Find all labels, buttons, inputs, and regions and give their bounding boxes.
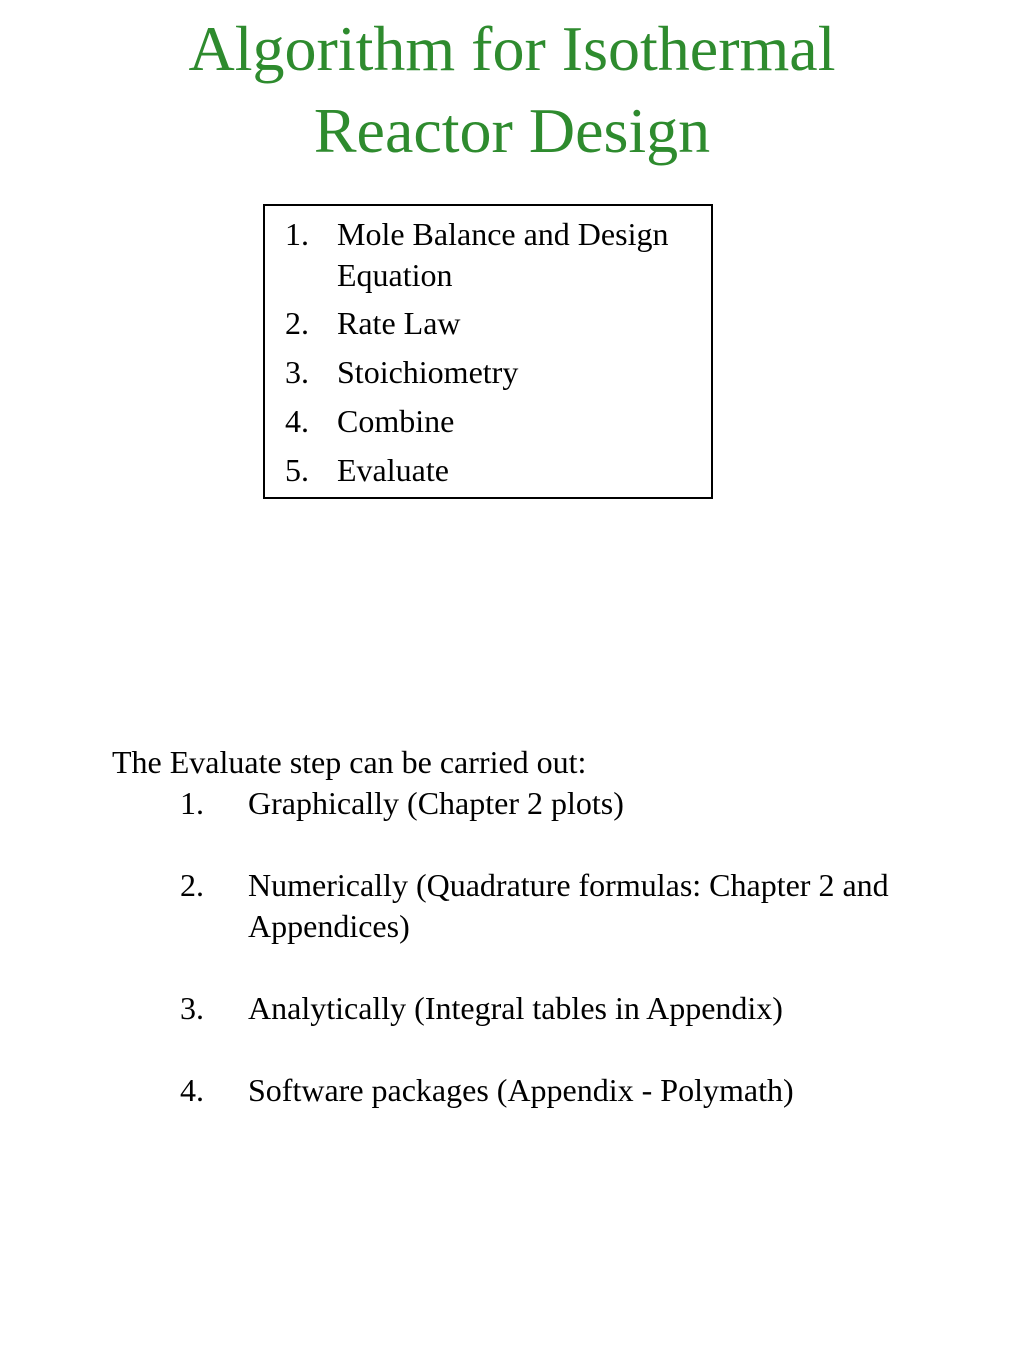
- step-number: 1.: [285, 216, 309, 252]
- slide-title-line-1: Algorithm for Isothermal: [188, 13, 836, 84]
- step-number: 2.: [285, 305, 309, 341]
- method-text: Numerically (Quadrature formulas: Chapter 2 and Appendices): [248, 867, 889, 944]
- step-number: 3.: [285, 354, 309, 390]
- method-number: 1.: [180, 785, 204, 821]
- algorithm-steps-box: [263, 204, 713, 499]
- evaluate-intro-text: The Evaluate step can be carried out:: [112, 744, 587, 780]
- method-number: 4.: [180, 1072, 204, 1108]
- step-text: Rate Law: [337, 305, 461, 341]
- step-text: Mole Balance and Design Equation: [337, 216, 669, 293]
- method-text: Graphically (Chapter 2 plots): [248, 785, 624, 821]
- step-text: Combine: [337, 403, 455, 439]
- step-number: 5.: [285, 452, 309, 488]
- slide-title: [0, 8, 1024, 172]
- method-number: 2.: [180, 867, 204, 903]
- step-number: 4.: [285, 403, 309, 439]
- step-text: Evaluate: [337, 452, 449, 488]
- method-number: 3.: [180, 990, 204, 1026]
- slide-title-line-2: Reactor Design: [313, 95, 711, 166]
- step-text: Stoichiometry: [337, 354, 519, 390]
- method-text: Software packages (Appendix - Polymath): [248, 1072, 794, 1108]
- method-text: Analytically (Integral tables in Appendix): [248, 990, 783, 1026]
